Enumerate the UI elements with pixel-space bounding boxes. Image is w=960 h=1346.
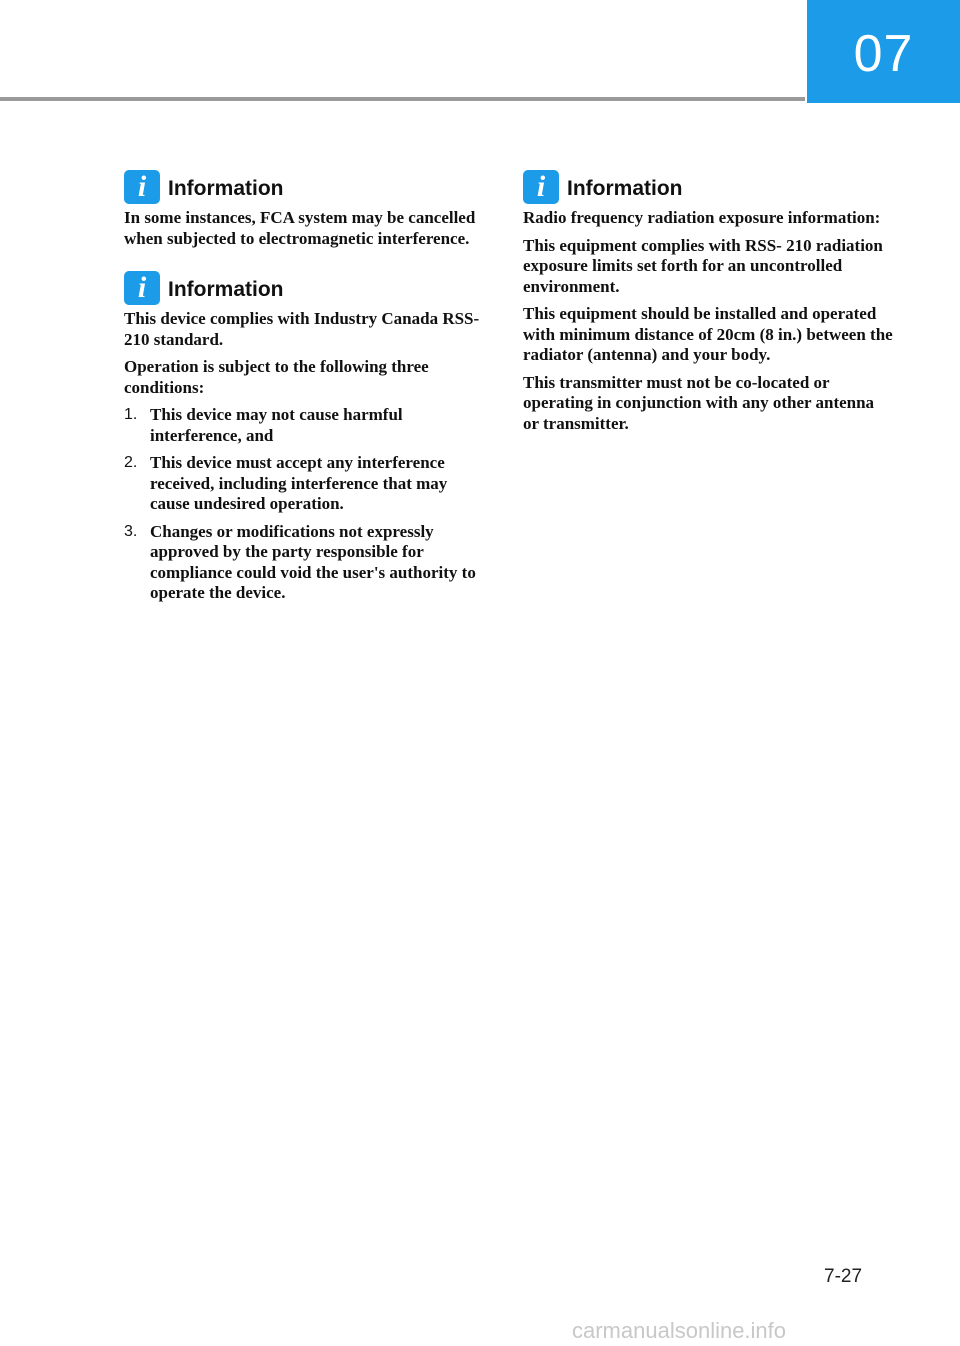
info-paragraph: Radio frequency radiation exposure information: (523, 208, 881, 227)
info-box-fca (124, 170, 484, 249)
info-icon-glyph: i (137, 271, 147, 304)
list-item-text: Changes or modifications not expressly approved by the party responsible for compliance could void the user's authority to operate the device. (150, 521, 476, 602)
conditions-list (124, 405, 484, 604)
info-paragraph: This transmitter must not be co-located or operating in conjunction with any other antenna or transmitter. (523, 372, 875, 433)
watermark: carmanualsonline.info (572, 1318, 787, 1343)
info-paragraph: This device complies with Industry Canada RSS-210 standard. (124, 309, 480, 349)
list-item-text: This device may not cause harmful interference, and (150, 405, 403, 445)
info-icon-glyph: i (137, 170, 147, 203)
info-box-rf-exposure (523, 170, 893, 434)
info-icon (523, 170, 559, 204)
page-number: 7-27 (824, 1266, 863, 1287)
info-title: Information (567, 177, 683, 200)
info-header (124, 170, 484, 204)
info-paragraph: This equipment should be installed and operated with minimum distance of 20cm (8 in.) between the radiator (antenna) and your body. (523, 304, 893, 364)
list-item (124, 522, 484, 604)
info-icon (124, 271, 160, 305)
list-item-number: 1. (124, 406, 138, 423)
info-icon-glyph: i (536, 170, 546, 203)
info-paragraph: In some instances, FCA system may be cancelled when subjected to electromagnetic interference. (124, 208, 476, 248)
info-header (124, 271, 484, 305)
list-item (124, 453, 484, 515)
list-item (124, 405, 484, 446)
left-column (124, 170, 484, 626)
info-paragraph: Operation is subject to the following three conditions: (124, 357, 429, 397)
right-column (523, 170, 893, 456)
info-icon (124, 170, 160, 204)
chapter-tab (807, 0, 960, 103)
list-item-number: 2. (124, 454, 138, 471)
info-paragraph: This equipment complies with RSS- 210 radiation exposure limits set forth for an uncontrolled environment. (523, 235, 883, 296)
info-title: Information (168, 278, 284, 301)
info-header (523, 170, 893, 204)
chapter-number: 07 (853, 24, 914, 83)
list-item-text: This device must accept any interference received, including interference that may cause undesired operation. (150, 453, 448, 513)
header-rule (0, 97, 805, 101)
info-box-rss210 (124, 271, 484, 604)
list-item-number: 3. (124, 522, 138, 540)
info-title: Information (168, 177, 284, 200)
